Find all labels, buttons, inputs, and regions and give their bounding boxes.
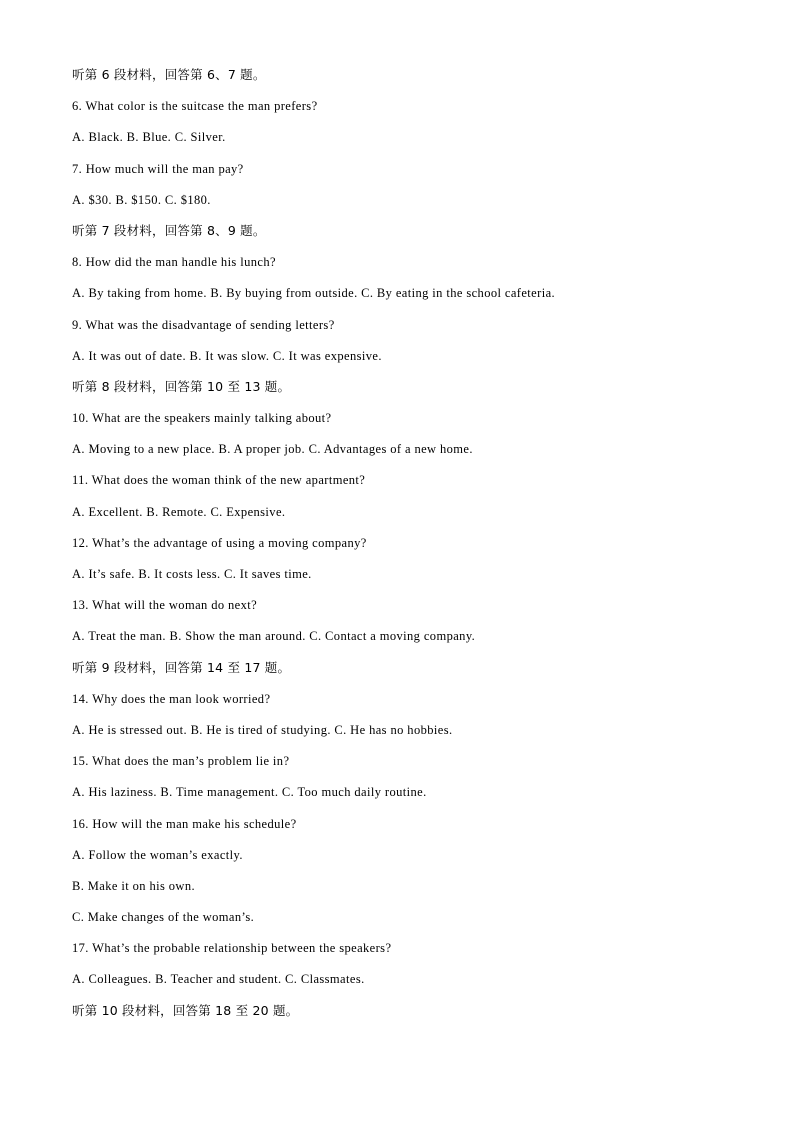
- answer-options: A. $30. B. $150. C. $180.: [72, 192, 211, 207]
- section-heading: 听第 8 段材料，回答第 10 至 13 题。: [72, 378, 291, 394]
- section-heading: 听第 10 段材料，回答第 18 至 20 题。: [72, 1002, 299, 1018]
- question-text: 14. Why does the man look worried?: [72, 691, 271, 706]
- answer-option: C. Make changes of the woman’s.: [72, 910, 255, 925]
- answer-options: A. It was out of date. B. It was slow. C. It was expensive.: [72, 348, 382, 363]
- question-text: 13. What will the woman do next?: [72, 598, 258, 613]
- question-text: 15. What does the man’s problem lie in?: [72, 754, 290, 769]
- question-text: 7. How much will the man pay?: [72, 161, 244, 176]
- section-heading: 听第 9 段材料，回答第 14 至 17 题。: [72, 659, 291, 675]
- question-text: 16. How will the man make his schedule?: [72, 816, 297, 831]
- answer-options: A. Black. B. Blue. C. Silver.: [72, 130, 226, 145]
- answer-options: A. It’s safe. B. It costs less. C. It saves time.: [72, 567, 312, 581]
- document-page: [72, 66, 752, 1033]
- answer-option: B. Make it on his own.: [72, 878, 196, 893]
- answer-options: A. By taking from home. B. By buying from outside. C. By eating in the school cafeteria.: [72, 286, 556, 301]
- answer-options: A. His laziness. B. Time management. C. Too much daily routine.: [72, 785, 427, 800]
- answer-options: A. Colleagues. B. Teacher and student. C. Classmates.: [72, 972, 365, 987]
- question-text: 11. What does the woman think of the new apartment?: [72, 473, 366, 488]
- question-text: 8. How did the man handle his lunch?: [72, 255, 276, 270]
- question-text: 9. What was the disadvantage of sending letters?: [72, 317, 335, 332]
- answer-options: A. Moving to a new place. B. A proper job. C. Advantages of a new home.: [72, 442, 473, 457]
- answer-options: A. Excellent. B. Remote. C. Expensive.: [72, 504, 286, 519]
- question-text: 6. What color is the suitcase the man prefers?: [72, 99, 318, 114]
- question-text: 12. What’s the advantage of using a moving company?: [72, 535, 367, 550]
- answer-options: A. He is stressed out. B. He is tired of studying. C. He has no hobbies.: [72, 722, 453, 737]
- answer-options: A. Treat the man. B. Show the man around. C. Contact a moving company.: [72, 629, 476, 644]
- section-heading: 听第 7 段材料，回答第 8、9 题。: [72, 222, 266, 238]
- question-text: 10. What are the speakers mainly talking about?: [72, 411, 332, 426]
- question-text: 17. What’s the probable relationship between the speakers?: [72, 941, 392, 956]
- answer-option: A. Follow the woman’s exactly.: [72, 847, 243, 862]
- section-heading: 听第 6 段材料，回答第 6、7 题。: [72, 67, 266, 82]
